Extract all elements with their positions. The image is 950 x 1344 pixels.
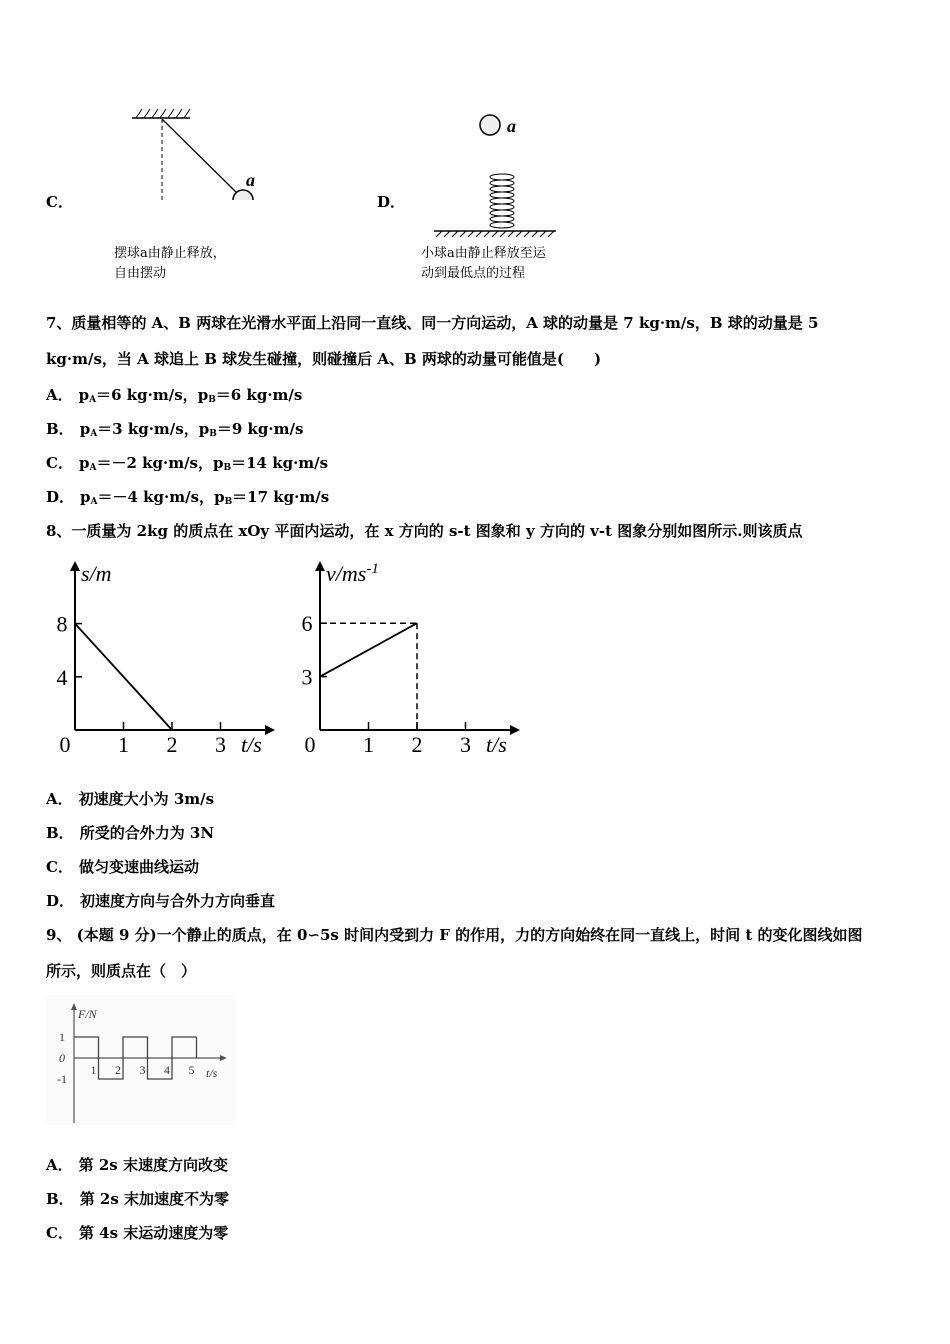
pendulum-caption-2: 自由摆动 bbox=[114, 266, 167, 281]
pendulum-ball-label: a bbox=[246, 170, 255, 190]
y-axis-label: s/m bbox=[81, 561, 112, 586]
option-letter: B． bbox=[46, 420, 74, 438]
option-text: 初速度方向与合外力方向垂直 bbox=[80, 892, 276, 910]
x-tick-label: 2 bbox=[115, 1063, 121, 1077]
q7-option bbox=[46, 486, 329, 507]
x-axis-label: t/s bbox=[241, 732, 262, 757]
y-axis-arrow bbox=[315, 561, 325, 571]
subscript-a: A bbox=[89, 463, 97, 473]
option-text: 所受的合外力为 3N bbox=[79, 824, 215, 842]
q7-option bbox=[46, 384, 302, 405]
x-axis-label: t/s bbox=[206, 1066, 218, 1080]
x-tick-label: 5 bbox=[188, 1063, 195, 1077]
option-c-label: C． bbox=[46, 193, 73, 211]
subscript-a: A bbox=[90, 429, 98, 439]
pendulum-string bbox=[162, 119, 237, 193]
y-axis-label: $v/ms^{-1}$ bbox=[326, 561, 379, 586]
option-letter: D． bbox=[46, 892, 75, 910]
pb-value: ＝14 kg·m/s bbox=[231, 454, 329, 472]
x-tick-label: 2 bbox=[166, 732, 178, 757]
spring-coils bbox=[490, 174, 514, 228]
q7-option bbox=[46, 452, 328, 473]
p-symbol: p bbox=[80, 488, 91, 506]
x-axis-arrow bbox=[510, 725, 520, 735]
q9-stem-line2: 所示，则质点在（ ） bbox=[46, 962, 197, 980]
x-tick-label: 0 bbox=[59, 732, 71, 757]
q8-option bbox=[46, 890, 275, 911]
pa-value: ＝3 kg·m/s， bbox=[97, 420, 199, 438]
q7-stem-line1: 7、质量相等的 A、B 两球在光滑水平面上沿同一直线、同一方向运动，A 球的动量是 7 kg·m/s，B 球的动量是 5 bbox=[46, 314, 819, 332]
x-tick-label: 1 bbox=[363, 732, 374, 757]
x-tick-label: 2 bbox=[411, 732, 423, 757]
p-symbol: p bbox=[79, 420, 91, 438]
y-tick-label: -1 bbox=[57, 1072, 67, 1086]
p-symbol: p bbox=[78, 386, 90, 404]
option-letter: C． bbox=[46, 454, 73, 472]
y-tick-label: 4 bbox=[56, 664, 68, 690]
ground-hatch bbox=[436, 231, 554, 237]
pendulum-caption-1: 摆球a由静止释放， bbox=[114, 246, 226, 261]
p-symbol: p bbox=[78, 454, 90, 472]
q8-option bbox=[46, 856, 199, 877]
option-text: 初速度大小为 3m/s bbox=[78, 790, 215, 808]
q7-stem-line2: kg·m/s，当 A 球追上 B 球发生碰撞，则碰撞后 A、B 两球的动量可能值是( ) bbox=[46, 350, 602, 368]
subscript-a: A bbox=[90, 497, 98, 507]
x-tick-label: 1 bbox=[118, 732, 129, 757]
option-letter: B． bbox=[46, 824, 74, 842]
q9-stem-line1: 9、 (本题 9 分)一个静止的质点，在 0∽5s 时间内受到力 F 的作用，力的方向始终在同一直线上，时间 t 的变化图线如图 bbox=[46, 926, 863, 944]
x-tick-label: 0 bbox=[304, 732, 316, 757]
pb-value: ＝6 kg·m/s bbox=[215, 386, 303, 404]
pa-value: ＝－4 kg·m/s， bbox=[97, 488, 215, 506]
y-tick-label: 8 bbox=[56, 611, 68, 637]
option-letter: A． bbox=[46, 386, 73, 404]
option-letter: D． bbox=[46, 488, 75, 506]
subscript-a: A bbox=[89, 395, 97, 405]
option-letter: A． bbox=[46, 790, 73, 808]
p-symbol: p bbox=[213, 454, 224, 472]
y-tick-label: 3 bbox=[301, 664, 313, 690]
pb-value: ＝9 kg·m/s bbox=[216, 420, 304, 438]
option-text: 第 4s 末运动速度为零 bbox=[78, 1224, 229, 1242]
q9-option bbox=[46, 1188, 229, 1209]
option-d-label: D． bbox=[377, 193, 406, 211]
x-tick-label: 1 bbox=[90, 1063, 97, 1077]
spring-caption-2: 动到最低点的过程 bbox=[421, 266, 526, 281]
x-axis-label: t/s bbox=[486, 732, 507, 757]
x-axis-arrow bbox=[265, 725, 275, 735]
ceiling-hatch bbox=[136, 109, 190, 118]
option-text: 第 2s 末速度方向改变 bbox=[78, 1156, 228, 1174]
pa-value: ＝－2 kg·m/s， bbox=[96, 454, 213, 472]
data-line bbox=[75, 624, 172, 730]
y-tick-label: 6 bbox=[301, 611, 313, 637]
y-axis-label-superscript: -1 bbox=[366, 561, 379, 577]
q8-stem: 8、一质量为 2kg 的质点在 xOy 平面内运动，在 x 方向的 s-t 图象和 y 方向的 v-t 图象分别如图所示.则该质点 bbox=[46, 522, 803, 540]
y-tick-label: 1 bbox=[59, 1030, 65, 1044]
ft-chart bbox=[46, 995, 236, 1125]
subscript-b: B bbox=[224, 497, 233, 507]
option-letter: B． bbox=[46, 1190, 74, 1208]
option-letter: A． bbox=[46, 1156, 73, 1174]
subscript-b: B bbox=[209, 429, 217, 439]
pendulum-figure bbox=[90, 100, 280, 200]
option-text: 第 2s 末加速度不为零 bbox=[79, 1190, 230, 1208]
subscript-b: B bbox=[223, 463, 232, 473]
q9-option bbox=[46, 1154, 228, 1175]
pa-value: ＝6 kg·m/s， bbox=[96, 386, 198, 404]
spring-figure bbox=[430, 105, 570, 240]
y-axis-label: F/N bbox=[78, 1007, 97, 1021]
p-symbol: p bbox=[198, 420, 210, 438]
option-letter: C． bbox=[46, 858, 73, 876]
spring-ball bbox=[480, 115, 500, 135]
q8-option bbox=[46, 822, 214, 843]
q9-option bbox=[46, 1222, 228, 1243]
spring-ball-label: a bbox=[507, 116, 516, 136]
p-symbol: p bbox=[197, 386, 209, 404]
x-tick-label: 4 bbox=[164, 1063, 170, 1077]
q7-option bbox=[46, 418, 303, 439]
q8-option bbox=[46, 788, 214, 809]
pb-value: ＝17 kg·m/s bbox=[232, 488, 330, 506]
subscript-b: B bbox=[208, 395, 216, 405]
x-tick-label: 3 bbox=[139, 1063, 146, 1077]
vt-chart bbox=[285, 555, 525, 765]
st-chart bbox=[40, 555, 280, 765]
x-tick-label: 3 bbox=[460, 732, 471, 757]
y-tick-label: 0 bbox=[59, 1051, 65, 1065]
data-line bbox=[320, 623, 417, 676]
option-letter: C． bbox=[46, 1224, 73, 1242]
y-axis-arrow bbox=[70, 561, 80, 571]
spring-caption-1: 小球a由静止释放至运 bbox=[421, 246, 546, 261]
p-symbol: p bbox=[214, 488, 225, 506]
x-tick-label: 3 bbox=[215, 732, 226, 757]
option-text: 做匀变速曲线运动 bbox=[78, 858, 199, 876]
